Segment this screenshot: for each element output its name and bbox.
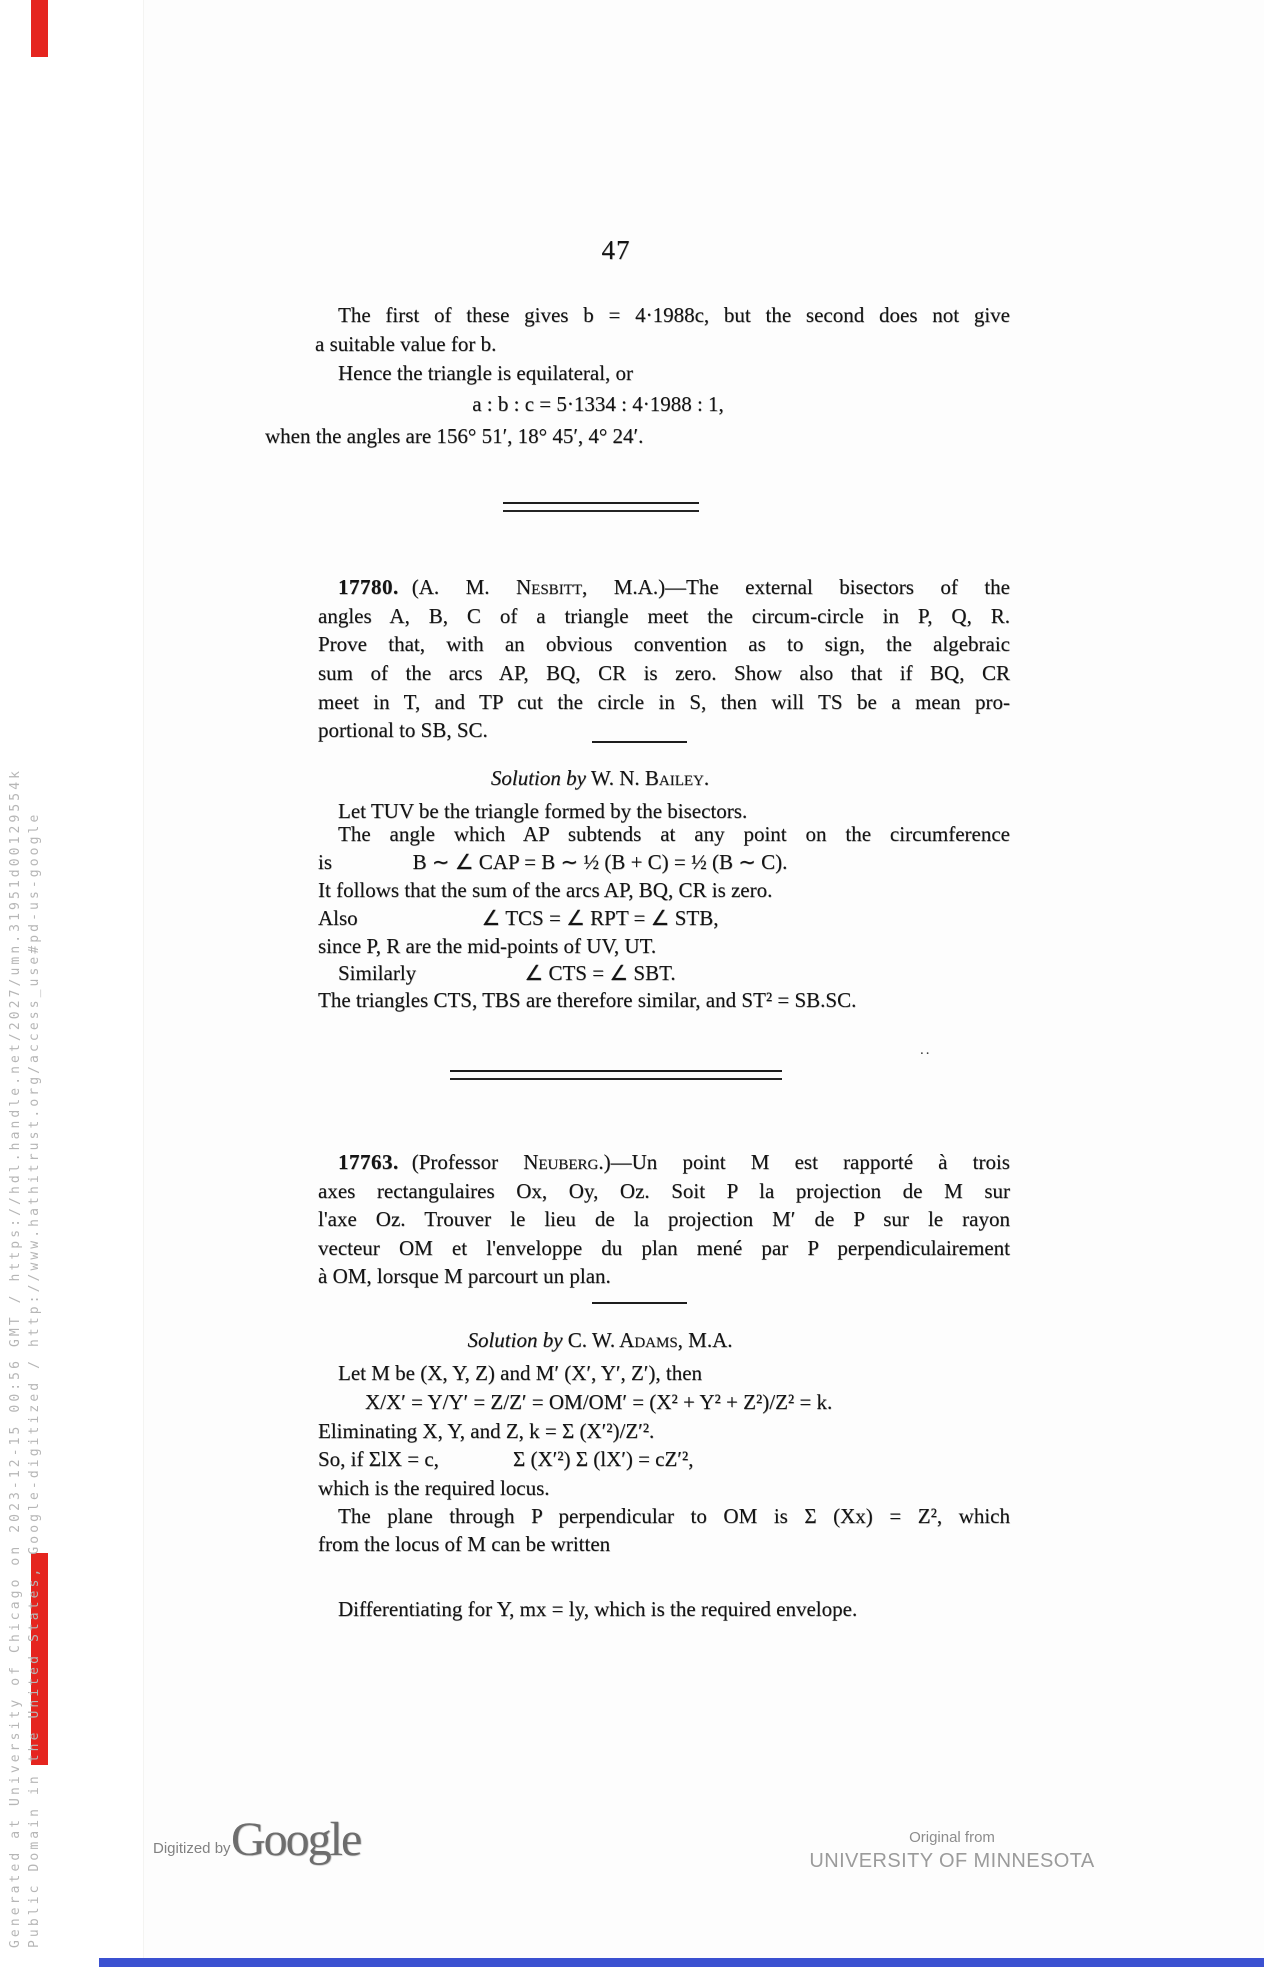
solver-name: W. N. Bailey.	[585, 766, 710, 790]
solution-line	[318, 850, 1010, 875]
equation-label: Similarly	[338, 961, 417, 985]
problem-author-pre: (Professor	[411, 1150, 524, 1174]
inline-equation: B ∼ ∠ CAP = B ∼ ½ (B + C) = ½ (B ∼ C).	[412, 850, 788, 874]
solution-heading	[491, 766, 709, 791]
original-from-label: Original from	[909, 1829, 995, 1846]
solution-line: The plane through P perpendicular to OM is Σ (Xx) = Z², which	[338, 1504, 1010, 1528]
paragraph-line: a suitable value for b.	[315, 332, 497, 356]
problem-text: , M.A.)—The external bisectors of the	[582, 575, 1010, 599]
problem-author-name: Neuberg	[523, 1150, 599, 1174]
solution-equation-line: X/X′ = Y/Y′ = Z/Z′ = OM/OM′ = (X² + Y² + Z²)/Z² = k.	[365, 1390, 833, 1414]
solution-line	[318, 961, 1010, 986]
digitized-by-label: Digitized by	[153, 1840, 231, 1857]
solution-line: The triangles CTS, TBS are therefore similar, and ST² = SB.SC.	[318, 988, 857, 1012]
equation-label: Also	[318, 906, 358, 930]
solution-line	[318, 906, 1010, 931]
google-logo: Google	[231, 1813, 361, 1866]
solution-by-label: Solution by	[490, 766, 586, 790]
solution-line: The angle which AP subtends at any point on the circumference	[338, 822, 1010, 846]
solution-line: from the locus of M can be written	[318, 1532, 611, 1556]
inline-equation: Σ (X′²) Σ (lX′) = cZ′²,	[513, 1447, 694, 1471]
solution-line: Differentiating for Y, mx = ly, which is the required envelope.	[338, 1597, 858, 1621]
solver-name: C. W. Adams, M.A.	[562, 1328, 733, 1352]
solution-by-label: Solution by	[467, 1328, 563, 1352]
solution-line: which is the required locus.	[318, 1476, 550, 1500]
problem-text: .)—Un point M est rapporté à trois	[598, 1150, 1010, 1174]
problem-17780-line: portional to SB, SC.	[318, 718, 488, 742]
problem-17763-line: à OM, lorsque M parcourt un plan.	[318, 1264, 611, 1288]
solution-line: Eliminating X, Y, and Z, k = Σ (X′²)/Z′².	[318, 1419, 655, 1443]
short-divider-rule	[592, 1302, 687, 1304]
solution-line: since P, R are the mid-points of UV, UT.	[318, 934, 657, 958]
problem-17780-line: sum of the arcs AP, BQ, CR is zero. Show also that if BQ, CR	[318, 661, 1010, 685]
institution-name: UNIVERSITY OF MINNESOTA	[809, 1850, 1095, 1872]
inline-equation: ∠ TCS = ∠ RPT = ∠ STB,	[481, 906, 719, 930]
problem-17763-line: axes rectangulaires Ox, Oy, Oz. Soit P la projection de M sur	[318, 1179, 1010, 1203]
section-divider-rule	[503, 502, 699, 512]
blue-scan-mark-bottom	[99, 1958, 1264, 1967]
problem-17780-line: Prove that, with an obvious convention as to sign, the algebraic	[318, 632, 1010, 656]
solution-line: Let TUV be the triangle formed by the bisectors.	[338, 799, 748, 823]
equation-label: is	[318, 850, 333, 874]
problem-author-name: Nesbitt	[516, 575, 583, 599]
solution-line	[318, 1447, 1010, 1472]
section-divider-rule	[450, 1070, 782, 1080]
stray-ink-dots: ..	[920, 1042, 932, 1058]
page-number: 47	[601, 235, 631, 265]
problem-author-pre: (A. M.	[411, 575, 517, 599]
red-scan-mark-top	[31, 0, 48, 57]
short-divider-rule	[592, 741, 687, 743]
problem-number: 17780.	[338, 575, 399, 599]
problem-17780-line	[338, 575, 1010, 600]
problem-17763-line	[338, 1150, 1010, 1175]
paragraph-line: Hence the triangle is equilateral, or	[338, 361, 634, 385]
solution-line: It follows that the sum of the arcs AP, BQ, CR is zero.	[318, 878, 773, 902]
inline-equation: ∠ CTS = ∠ SBT.	[524, 961, 676, 985]
solution-heading	[467, 1328, 732, 1353]
equation-label: So, if ΣlX = c,	[318, 1447, 439, 1471]
problem-17780-line: angles A, B, C of a triangle meet the circum-circle in P, Q, R.	[318, 604, 1010, 628]
problem-number: 17763.	[338, 1150, 399, 1174]
problem-17763-line: l'axe Oz. Trouver le lieu de la projection M′ de P sur le rayon	[318, 1207, 1010, 1231]
paragraph-line: when the angles are 156° 51′, 18° 45′, 4° 24′.	[265, 424, 644, 448]
problem-17780-line: meet in T, and TP cut the circle in S, then will TS be a mean pro-	[318, 690, 1010, 714]
watermark-line-1: Generated at University of Chicago on 2023-12-15 00:56 GMT / https://hdl.handle.net/2027/umn.31951d00129554k	[8, 767, 23, 1948]
watermark-line-2: Public Domain in the United States, Google-digitized / http://www.hathitrust.org/access_use#pd-us-google	[27, 811, 42, 1948]
problem-17763-line: vecteur OM et l'enveloppe du plan mené par P perpendiculairement	[318, 1236, 1010, 1260]
solution-line: Let M be (X, Y, Z) and M′ (X′, Y′, Z′), then	[338, 1361, 703, 1385]
display-equation: a : b : c = 5·1334 : 4·1988 : 1,	[472, 392, 724, 416]
paragraph-line: The first of these gives b = 4·1988c, but the second does not give	[338, 303, 1010, 327]
